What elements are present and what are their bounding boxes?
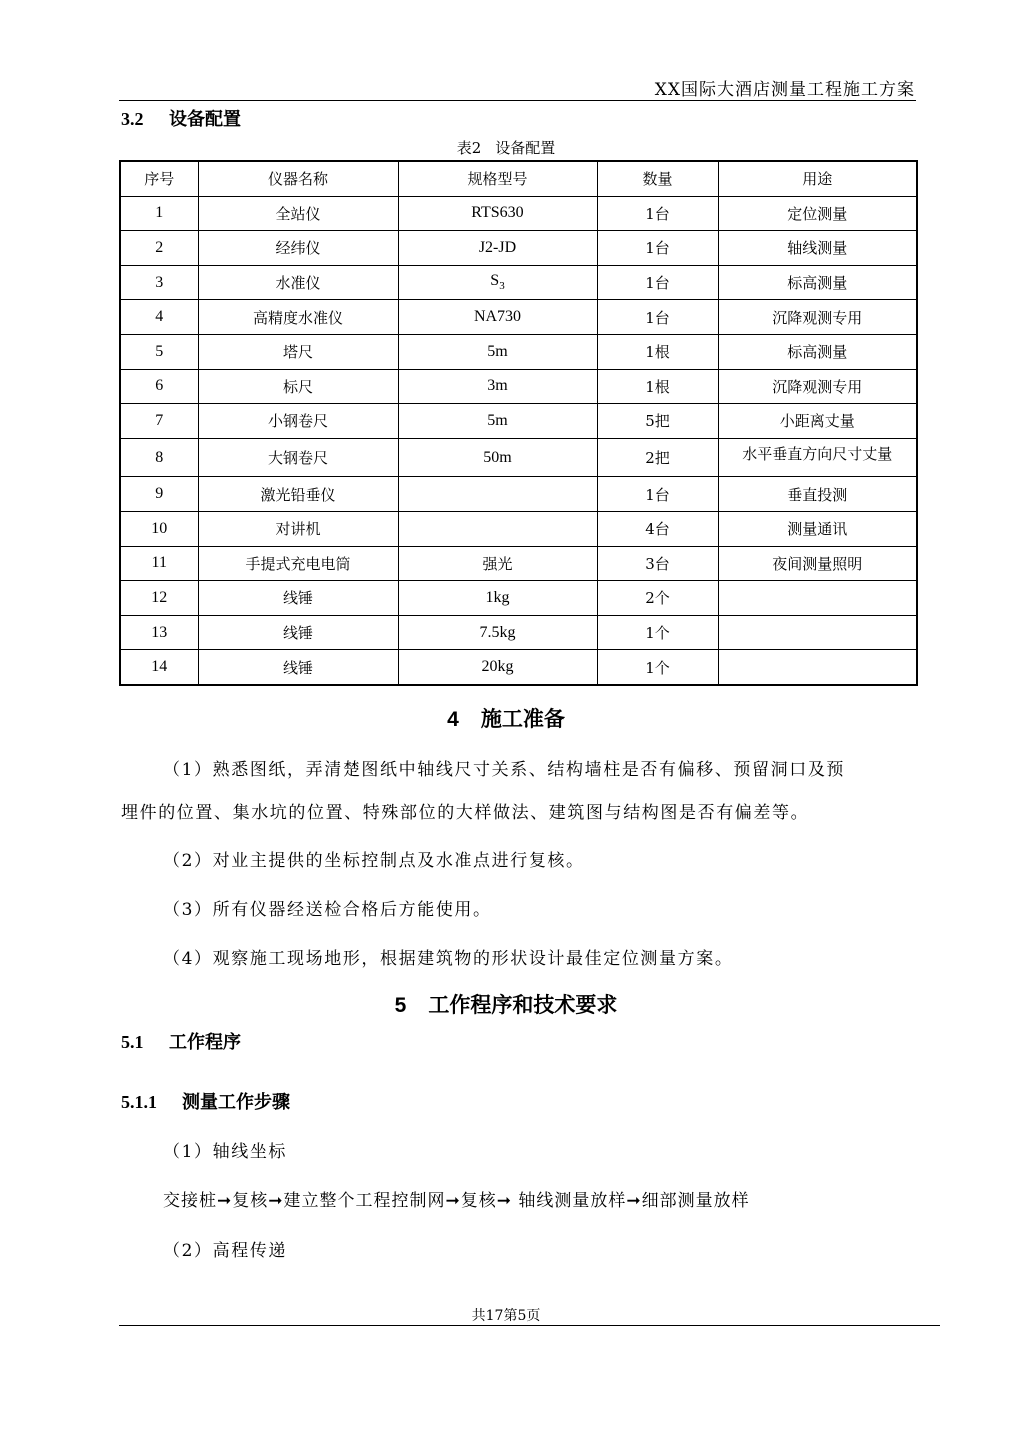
table-row (120, 511, 917, 546)
cell-quantity: 1根 (597, 369, 718, 404)
cell-index: 11 (120, 546, 198, 581)
cell-name: 线锤 (198, 615, 398, 650)
document-header-title: XX国际大酒店测量工程施工方案 (654, 80, 915, 100)
table-row (120, 196, 917, 231)
cell-purpose: 定位测量 (718, 196, 917, 231)
cell-name: 线锤 (198, 581, 398, 616)
cell-name: 标尺 (198, 369, 398, 404)
cell-name: 对讲机 (198, 511, 398, 546)
cell-purpose: 标高测量 (718, 334, 917, 369)
cell-model: 20kg (398, 650, 597, 685)
table-row (120, 546, 917, 581)
cell-model: 50m (398, 438, 597, 477)
cell-name: 小钢卷尺 (198, 404, 398, 439)
table-row (120, 300, 917, 335)
cell-name: 塔尺 (198, 334, 398, 369)
section-4-heading (0, 703, 1012, 733)
footer-divider (119, 1325, 940, 1326)
column-header: 数量 (597, 161, 718, 196)
table-row (120, 231, 917, 266)
cell-name: 激光铅垂仪 (198, 477, 398, 512)
cell-quantity: 2把 (597, 438, 718, 477)
cell-purpose: 沉降观测专用 (718, 300, 917, 335)
cell-model: 3m (398, 369, 597, 404)
column-header: 规格型号 (398, 161, 597, 196)
cell-quantity: 4台 (597, 511, 718, 546)
header-divider (119, 100, 916, 101)
cell-purpose: 水平垂直方向尺寸丈量 (718, 438, 917, 477)
cell-quantity: 5把 (597, 404, 718, 439)
cell-quantity: 1台 (597, 196, 718, 231)
prep-item-3: （3）所有仪器经送检合格后方能使用。 (163, 900, 492, 920)
cell-index: 12 (120, 581, 198, 616)
cell-index: 14 (120, 650, 198, 685)
cell-purpose: 垂直投测 (718, 477, 917, 512)
section-number: 5 (394, 994, 407, 1017)
prep-item-1-line-2: 埋件的位置、集水坑的位置、特殊部位的大样做法、建筑图与结构图是否有偏差等。 (121, 803, 810, 823)
cell-index: 2 (120, 231, 198, 266)
equipment-table (119, 160, 918, 686)
cell-index: 8 (120, 438, 198, 477)
section-title: 设备配置 (169, 109, 241, 129)
cell-quantity: 1台 (597, 300, 718, 335)
section-number: 4 (447, 708, 459, 731)
cell-purpose (718, 615, 917, 650)
cell-name: 水准仪 (198, 265, 398, 300)
cell-quantity: 1根 (597, 334, 718, 369)
table-caption-title: 设备配置 (495, 139, 556, 157)
table-row (120, 477, 917, 512)
table-header-row (120, 161, 917, 196)
prep-item-2: （2）对业主提供的坐标控制点及水准点进行复核。 (163, 851, 585, 871)
model-subscript: 3 (499, 280, 505, 293)
cell-quantity: 1台 (597, 477, 718, 512)
prep-item-1-line-1: （1）熟悉图纸，弄清楚图纸中轴线尺寸关系、结构墙柱是否有偏移、预留洞口及预 (163, 760, 846, 780)
cell-model: 强光 (398, 546, 597, 581)
table-row (120, 581, 917, 616)
cell-name: 线锤 (198, 650, 398, 685)
cell-name: 全站仪 (198, 196, 398, 231)
cell-model (398, 511, 597, 546)
section-number: 3.2 (121, 109, 144, 129)
cell-purpose: 轴线测量 (718, 231, 917, 266)
cell-index: 6 (120, 369, 198, 404)
cell-purpose: 测量通讯 (718, 511, 917, 546)
table-row (120, 369, 917, 404)
cell-index: 5 (120, 334, 198, 369)
cell-purpose: 夜间测量照明 (718, 546, 917, 581)
cell-purpose: 小距离丈量 (718, 404, 917, 439)
cell-name: 大钢卷尺 (198, 438, 398, 477)
cell-model: 1kg (398, 581, 597, 616)
section-5-1-heading (121, 1028, 241, 1054)
cell-name: 手提式充电电筒 (198, 546, 398, 581)
step-flow: 交接桩➞复核➞建立整个工程控制网➞复核➞ 轴线测量放样➞细部测量放样 (163, 1191, 750, 1211)
cell-model: NA730 (398, 300, 597, 335)
cell-model: 5m (398, 404, 597, 439)
cell-quantity: 2个 (597, 581, 718, 616)
section-number: 5.1 (121, 1032, 144, 1052)
cell-index: 4 (120, 300, 198, 335)
cell-purpose (718, 650, 917, 685)
section-number: 5.1.1 (121, 1092, 157, 1112)
table-caption-label: 表2 (456, 139, 482, 157)
cell-purpose: 标高测量 (718, 265, 917, 300)
step-item-2: （2）高程传递 (163, 1241, 288, 1261)
column-header: 仪器名称 (198, 161, 398, 196)
model-text: S (490, 272, 500, 290)
table-row (120, 265, 917, 300)
column-header: 序号 (120, 161, 198, 196)
table-row (120, 334, 917, 369)
cell-purpose (718, 581, 917, 616)
section-title: 工作程序和技术要求 (428, 994, 618, 1017)
section-3-2-heading (121, 105, 241, 131)
column-header: 用途 (718, 161, 917, 196)
section-5-1-1-heading (121, 1088, 290, 1114)
cell-quantity: 1台 (597, 231, 718, 266)
cell-model: 5m (398, 334, 597, 369)
table-row (120, 615, 917, 650)
cell-quantity: 1台 (597, 265, 718, 300)
section-title: 测量工作步骤 (182, 1092, 290, 1112)
cell-index: 1 (120, 196, 198, 231)
cell-name: 高精度水准仪 (198, 300, 398, 335)
cell-quantity: 1个 (597, 650, 718, 685)
cell-index: 9 (120, 477, 198, 512)
section-5-heading (0, 989, 1012, 1019)
table-row (120, 650, 917, 685)
cell-model: 7.5kg (398, 615, 597, 650)
cell-name: 经纬仪 (198, 231, 398, 266)
section-title: 施工准备 (480, 708, 565, 731)
cell-model (398, 477, 597, 512)
table-row (120, 438, 917, 477)
section-title: 工作程序 (169, 1032, 241, 1052)
cell-quantity: 3台 (597, 546, 718, 581)
cell-model: RTS630 (398, 196, 597, 231)
cell-index: 13 (120, 615, 198, 650)
page-number: 共17第5页 (471, 1308, 541, 1324)
step-item-1: （1）轴线坐标 (163, 1142, 288, 1162)
cell-index: 3 (120, 265, 198, 300)
cell-model: J2-JD (398, 231, 597, 266)
table-caption (0, 137, 1012, 158)
cell-index: 10 (120, 511, 198, 546)
prep-item-4: （4）观察施工现场地形，根据建筑物的形状设计最佳定位测量方案。 (163, 949, 734, 969)
cell-purpose: 沉降观测专用 (718, 369, 917, 404)
cell-index: 7 (120, 404, 198, 439)
table-row (120, 404, 917, 439)
cell-model (398, 265, 597, 300)
cell-quantity: 1个 (597, 615, 718, 650)
